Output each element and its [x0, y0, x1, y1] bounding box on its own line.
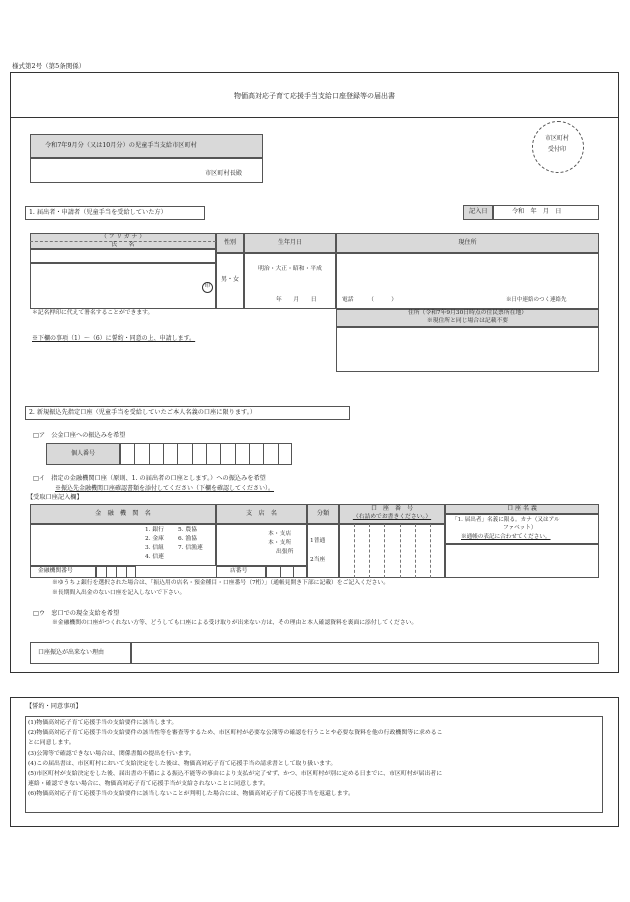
- branch-name-field[interactable]: [216, 524, 307, 566]
- bank-no-div-3: [126, 566, 127, 578]
- holder-name-field[interactable]: [445, 544, 599, 578]
- bank-type-1: 1. 銀行: [145, 527, 164, 533]
- personal-number-digit-divider: [249, 443, 250, 465]
- bank-no-div-2: [116, 566, 117, 578]
- account-header-sub: （右詰めでお書きください。）: [352, 514, 432, 520]
- title-divider: [10, 117, 619, 118]
- category-2: 2当座: [310, 557, 326, 563]
- personal-number-label: 個人番号: [70, 450, 95, 457]
- signature-note: ＊記名押印に代えて署名することができます。: [32, 310, 154, 316]
- pledge-item: (5)市区町村が支給決定をした後、届出書の不備による振込不能等の事由により支払が完了せず、かつ、市区町村が別に定める日までに、市区町村が届出者に: [28, 771, 443, 777]
- stamp-line1: 市区町村: [544, 135, 569, 142]
- bank-no-div-1: [106, 566, 107, 578]
- option-i-note: ※振込先金融機関口座確認書類を添付してください（下欄を確認してください）。: [55, 485, 275, 492]
- category-header-label: 分類: [316, 510, 330, 517]
- account-digit-divider: [369, 524, 370, 578]
- reason-field[interactable]: [131, 642, 599, 664]
- recipient-line: 令和7年9月分（又は10月分）の児童手当支給市区町村: [45, 142, 197, 149]
- bank-type-3: 3. 信組: [145, 545, 164, 551]
- seal-label: 印: [204, 283, 211, 289]
- account-digit-divider: [415, 524, 416, 578]
- holder-note-1: 「1. 届出者」名義に限る。カナ（又はアル: [452, 517, 560, 523]
- birth-label: 生年月日: [277, 239, 302, 246]
- pledge-item: (4)この届出書は、市区町村において支給決定をした後は、物価高対応子育て応援手当の請求書として取り扱います。: [28, 760, 337, 767]
- residence-field[interactable]: [336, 327, 599, 372]
- bank-type-6: 6. 漁協: [178, 536, 197, 542]
- bank-number-label: 金融機関番号: [38, 568, 73, 574]
- bank-type-7: 7. 信漁連: [178, 545, 203, 551]
- personal-number-digit-divider: [220, 443, 221, 465]
- addressee: 市区町村長殿: [205, 170, 243, 177]
- account-digit-divider: [400, 524, 401, 578]
- stamp-line2: 受付印: [547, 146, 566, 153]
- sex-label: 性別: [223, 239, 236, 246]
- bank-type-2: 2. 金庫: [145, 536, 164, 542]
- pledge-heading: 【誓約・同意事項】: [26, 703, 82, 710]
- pledge-item: (3)公簿等で確認できない場合は、関係書類の提出を行います。: [28, 750, 195, 757]
- address-label: 現住所: [458, 239, 477, 246]
- personal-number-digit-divider: [235, 443, 236, 465]
- holder-note-3: ※通帳の表記に合わせてください。: [461, 534, 551, 540]
- account-header-label: 口 座 番 号: [370, 505, 413, 512]
- bank-header-label: 金 融 機 関 名: [95, 510, 151, 517]
- personal-number-digit-divider: [177, 443, 178, 465]
- category-1: 1普通: [310, 538, 326, 544]
- personal-number-digit-divider: [278, 443, 279, 465]
- pledge-item: 連絡・確認できない場合に、物価高対応子育て応援手当が支給されないことに同意します。: [28, 781, 270, 788]
- branch-number-field[interactable]: [266, 566, 307, 578]
- era-options: 明治・大正・昭和・平成: [258, 266, 322, 272]
- holder-note-2: ファベット）: [503, 525, 537, 531]
- pledge-item: (2)物価高対応子育て応援手当の支給要件の該当性等を審査等するため、市区町村が必要な公簿等の確認を行うことや必要な資料を他の行政機関等に求めるこ: [28, 730, 443, 737]
- option-a[interactable]: □ア 公金口座への振込みを希望: [33, 432, 126, 439]
- pledge-item: (1)物価高対応子育て応援手当の支給要件に該当します。: [28, 720, 178, 726]
- category-field[interactable]: [307, 524, 339, 578]
- yucho-note: ※ゆうちょ銀行を選択された場合は、「振込用の店名・預金種目・口座番号（7桁）」（通帳見開き下部に記載）をご記入ください。: [52, 580, 390, 586]
- name-label: 氏 名: [111, 242, 135, 248]
- branch-no-div-2: [293, 566, 294, 578]
- form-title: 物価高対応子育て応援手当支給口座登録等の届出書: [234, 92, 395, 100]
- branch-header-label: 支 店 名: [246, 510, 277, 517]
- section2-heading: 2. 新規振込先指定口座（児童手当を受給していたご本人名義の口座に限ります。）: [29, 409, 257, 416]
- branch-type-3: 出張所: [276, 549, 294, 555]
- furigana-label: （ フ リ ガ ナ ）: [101, 234, 145, 240]
- receive-heading: 【受取口座記入欄】: [27, 494, 83, 501]
- branch-no-div-1: [280, 566, 281, 578]
- account-digit-divider: [384, 524, 385, 578]
- personal-number-digit-divider: [192, 443, 193, 465]
- long-account-note: ※長期間入出金のない口座を記入しないで下さい。: [52, 590, 186, 596]
- date-value: 令和 年 月 日: [512, 208, 562, 215]
- section1-heading: 1. 届出者・申請者（児童手当を受給していた方）: [29, 209, 167, 216]
- pledge-note: ※下欄の事項（1）～（6）に誓約・同意の上、申請します。: [32, 335, 196, 342]
- furigana-field[interactable]: [30, 249, 216, 263]
- holder-header-label: 口 座 名 義: [507, 505, 537, 512]
- reason-label: 口座振込が出来ない理由: [38, 649, 105, 656]
- bank-type-4: 4. 信連: [145, 554, 164, 560]
- pledge-item: (6)物価高対応子育て応援手当の支給要件に該当しないことが判明した場合には、物価高対応子育て応援手当を返還します。: [28, 791, 354, 798]
- personal-number-digit-divider: [206, 443, 207, 465]
- sex-value: 男・女: [220, 276, 239, 283]
- daytime-note: ※日中連絡のつく連絡先: [506, 297, 567, 303]
- birth-ymd: 年 月 日: [276, 297, 317, 303]
- account-digit-divider: [354, 524, 355, 578]
- branch-number-label: 店番号: [230, 568, 248, 574]
- residence-note: ※現住所と同じ場合は記載不要: [426, 318, 509, 324]
- option-u[interactable]: □ウ 窓口での現金支給を希望: [33, 610, 120, 617]
- personal-number-digit-divider: [263, 443, 264, 465]
- phone-label: 電話 （ ）: [342, 297, 398, 303]
- branch-type-1: 本・支店: [268, 531, 292, 537]
- personal-number-digit-divider: [149, 443, 150, 465]
- personal-number-digit-divider: [134, 443, 135, 465]
- pledge-item: とに同意します。: [28, 740, 75, 747]
- form-number-label: 様式第2号（第5条関係）: [12, 62, 86, 70]
- name-field[interactable]: [30, 263, 216, 309]
- account-digit-divider: [430, 524, 431, 578]
- branch-type-2: 本・支所: [268, 540, 292, 546]
- option-u-note: ※金融機関の口座がつくれない方等、どうしても口座による受け取りが出来ない方は、その理由と本人確認資料を裏面に添付してください。: [52, 620, 418, 626]
- date-label: 記入日: [469, 208, 488, 215]
- residence-label: 住所（令和7年9月30日時点の住民票所在地）: [407, 310, 528, 316]
- bank-type-5: 5. 農協: [178, 527, 197, 533]
- option-i[interactable]: □イ 指定の金融機関口座（原則、1. の届出者の口座とします。）への振込みを希望: [33, 475, 266, 482]
- personal-number-digit-divider: [163, 443, 164, 465]
